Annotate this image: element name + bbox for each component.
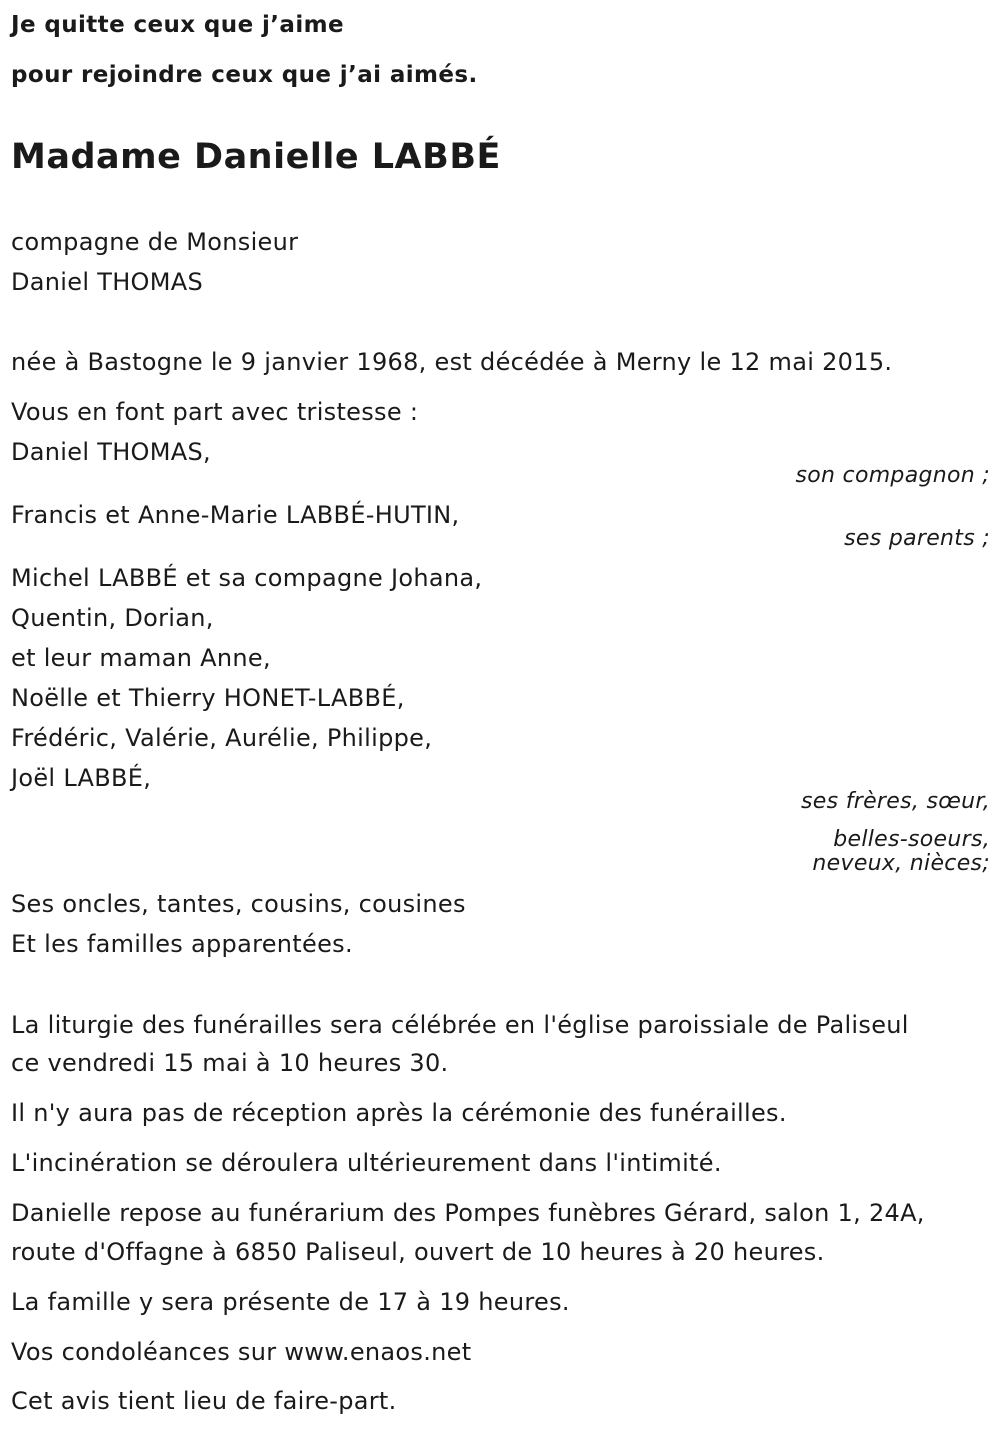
family-parents-name: Francis et Anne-Marie LABBÉ-HUTIN, — [11, 501, 460, 529]
epitaph-line-1: Je quitte ceux que j’aime — [11, 12, 344, 38]
family-sibling-line: Noëlle et Thierry HONET-LABBÉ, — [11, 684, 405, 712]
epitaph-line-2: pour rejoindre ceux que j’ai aimés. — [11, 62, 478, 88]
family-siblings-relation: ses frères, sœur, — [801, 789, 990, 814]
family-siblings-relation-extra: neveux, nièces; — [812, 851, 990, 876]
funeral-info-line: La famille y sera présente de 17 à 19 heures. — [11, 1288, 570, 1316]
family-siblings-relation-extra: belles-soeurs, — [833, 827, 990, 852]
funeral-info-line: route d'Offagne à 6850 Paliseul, ouvert de 10 heures à 20 heures. — [11, 1238, 825, 1266]
family-parents-relation: ses parents ; — [844, 526, 990, 551]
family-sibling-line: Frédéric, Valérie, Aurélie, Philippe, — [11, 724, 433, 752]
family-sibling-line: Joël LABBÉ, — [11, 764, 152, 792]
funeral-info-line: L'incinération se déroulera ultérieurement dans l'intimité. — [11, 1149, 722, 1177]
family-others-line: Ses oncles, tantes, cousins, cousines — [11, 890, 466, 918]
family-others-line: Et les familles apparentées. — [11, 930, 353, 958]
funeral-info-line: La liturgie des funérailles sera célébrée en l'église paroissiale de Paliseul — [11, 1011, 909, 1039]
funeral-info-line: Danielle repose au funérarium des Pompes funèbres Gérard, salon 1, 24A, — [11, 1199, 925, 1227]
partner-intro-line-2: Daniel THOMAS — [11, 268, 203, 296]
family-sibling-line: Michel LABBÉ et sa compagne Johana, — [11, 564, 483, 592]
funeral-info-line: ce vendredi 15 mai à 10 heures 30. — [11, 1049, 449, 1077]
condolences-line: Vos condoléances sur www.enaos.net — [11, 1338, 472, 1366]
announcement-intro: Vous en font part avec tristesse : — [11, 398, 419, 426]
family-sibling-line: Quentin, Dorian, — [11, 604, 214, 632]
family-sibling-line: et leur maman Anne, — [11, 644, 271, 672]
funeral-info-line: Il n'y aura pas de réception après la cérémonie des funérailles. — [11, 1099, 787, 1127]
family-companion-relation: son compagnon ; — [795, 463, 990, 488]
deceased-name: Madame Danielle LABBÉ — [11, 137, 501, 177]
partner-intro-line-1: compagne de Monsieur — [11, 228, 299, 256]
funeral-info-line: Cet avis tient lieu de faire-part. — [11, 1387, 397, 1415]
birth-death-line: née à Bastogne le 9 janvier 1968, est décédée à Merny le 12 mai 2015. — [11, 348, 893, 376]
family-companion-name: Daniel THOMAS, — [11, 438, 211, 466]
